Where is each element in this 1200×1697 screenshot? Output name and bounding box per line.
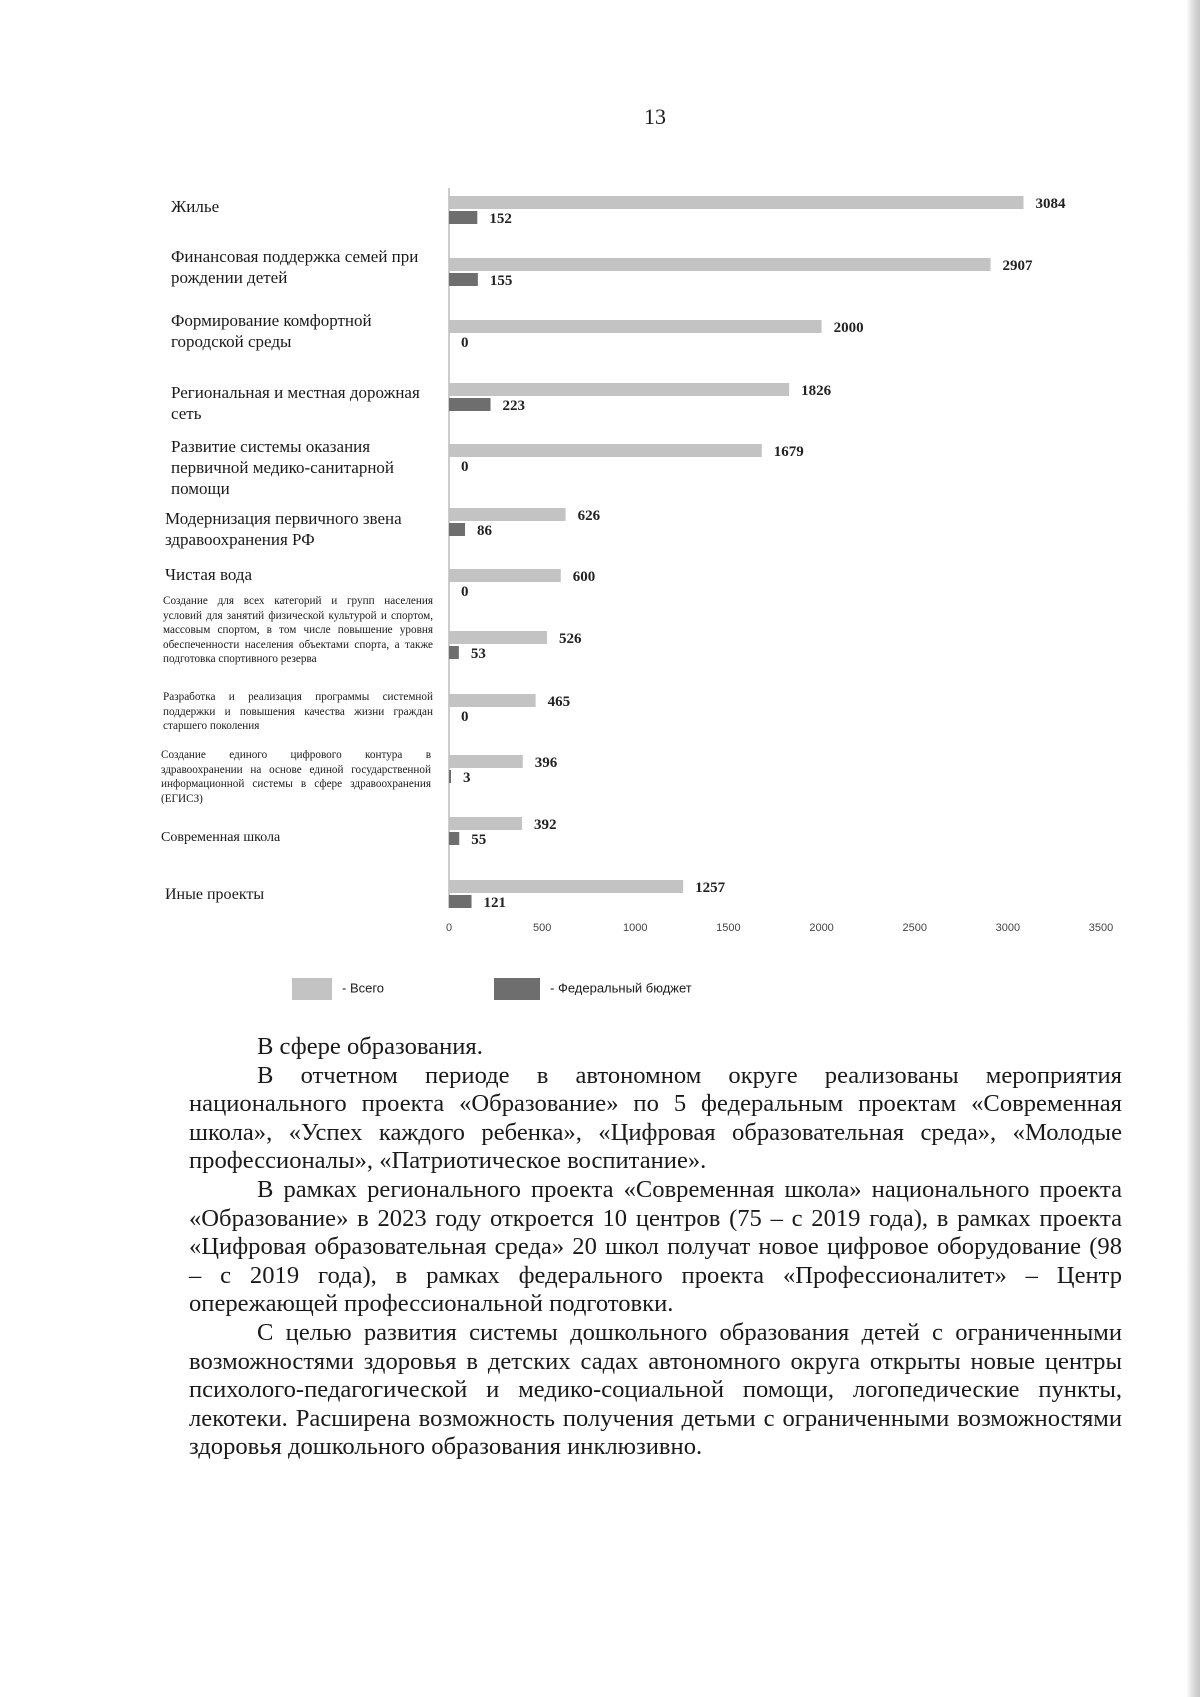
value-label-federal-5: 86 bbox=[477, 523, 493, 539]
bar-federal-0 bbox=[449, 211, 477, 224]
paragraph-1: В отчетном периоде в автономном округе реализованы мероприятия национального проекта «Образование» по 5 федеральным проектам «Современная школа», «Успех каждого ребенка», «Цифровая образовательная среда», «Молодые профессионалы», «Патриотическое воспитание». bbox=[189, 1061, 1122, 1175]
value-label-total-2: 2000 bbox=[833, 320, 864, 336]
value-label-federal-1: 155 bbox=[489, 273, 513, 289]
x-tick-label-1: 500 bbox=[532, 922, 552, 934]
paragraph-2: В рамках регионального проекта «Современная школа» национального проекта «Образование» в 2023 году откроется 10 центров (75 – с 2019 года), в рамках проекта «Цифровая образовательная среда» 20 школ получат новое цифровое оборудование (98 – с 2019 года), в рамках федерального проекта «Профессионалитет» – Центр опережающей профессиональной подготовки. bbox=[189, 1175, 1122, 1318]
value-labels-group bbox=[461, 196, 1066, 911]
bar-total-1 bbox=[449, 258, 991, 271]
bar-federal-10 bbox=[449, 832, 459, 845]
bar-total-2 bbox=[449, 320, 822, 333]
bar-total-4 bbox=[449, 444, 762, 457]
value-label-federal-3: 223 bbox=[502, 398, 526, 414]
paragraph-3: С целью развития системы дошкольного образования детей с ограниченными возможностями здоровья в детских садах автономного округа открыты новые центры психолого-педагогической и медико-социальной помощи, логопедические пункты, лекотеки. Расширена возможность получения детьми с ограниченными возможностями здоровья дошкольного образования инклюзивно. bbox=[189, 1318, 1122, 1461]
value-label-total-0: 3084 bbox=[1035, 196, 1066, 212]
legend-total bbox=[292, 978, 384, 1000]
value-label-federal-4: 0 bbox=[461, 459, 469, 475]
value-label-total-11: 1257 bbox=[695, 880, 726, 896]
value-label-federal-2: 0 bbox=[461, 335, 469, 351]
value-label-total-1: 2907 bbox=[1002, 258, 1033, 274]
bars-group bbox=[449, 196, 1024, 908]
bar-total-5 bbox=[449, 508, 566, 521]
value-label-total-7: 526 bbox=[558, 631, 582, 647]
section-heading: В сфере образования. bbox=[257, 1033, 483, 1060]
category-label-other-projects: Иные проекты bbox=[165, 886, 265, 903]
body-text bbox=[189, 1033, 1122, 1462]
category-label-older-generation: Разработка и реализация программы системной поддержки и повышения качества жизни граждан старшего поколения bbox=[163, 691, 433, 733]
value-label-federal-11: 121 bbox=[483, 895, 507, 911]
bar-total-0 bbox=[449, 196, 1024, 209]
value-label-federal-10: 55 bbox=[471, 832, 487, 848]
legend-federal-label: - Федеральный бюджет bbox=[550, 980, 692, 996]
value-label-total-3: 1826 bbox=[801, 383, 832, 399]
category-label-digital-health: Создание единого цифрового контура в здравоохранении на основе единой государственной информационной системы в сфере здравоохранения (ЕГИСЗ) bbox=[161, 749, 431, 804]
x-tick-label-3: 1500 bbox=[716, 922, 741, 934]
legend-federal bbox=[494, 978, 692, 1000]
category-label-urban-environment: Формирование комфортной городской среды bbox=[171, 311, 372, 351]
x-tick-label-6: 3000 bbox=[995, 922, 1021, 934]
category-label-healthcare-modernization: Модернизация первичного звена здравоохранения РФ bbox=[165, 509, 402, 549]
bar-federal-5 bbox=[449, 523, 465, 536]
x-tick-label-0: 0 bbox=[445, 922, 453, 934]
x-tick-label-4: 2000 bbox=[809, 922, 834, 934]
value-label-total-6: 600 bbox=[572, 569, 596, 585]
category-label-sport: Создание для всех категорий и групп населения условий для занятий физической культурой и спортом, массовым спортом, в том числе повышение уровня обеспеченности населения объектами спорта, а также подготовка спортивного резерва bbox=[163, 595, 433, 666]
category-label-family-support: Финансовая поддержка семей при рождении детей bbox=[171, 247, 419, 287]
bar-total-3 bbox=[449, 383, 789, 396]
bar-total-11 bbox=[449, 880, 683, 893]
x-tick-label-2: 1000 bbox=[623, 922, 648, 934]
value-label-total-4: 1679 bbox=[773, 444, 804, 460]
value-label-federal-8: 0 bbox=[461, 709, 469, 725]
value-label-federal-9: 3 bbox=[463, 770, 471, 786]
category-label-modern-school: Современная школа bbox=[161, 830, 281, 845]
bar-federal-3 bbox=[449, 398, 491, 411]
value-label-total-9: 396 bbox=[534, 755, 558, 771]
category-label-primary-care: Развитие системы оказания первичной медико-санитарной помощи bbox=[171, 437, 395, 498]
bar-total-9 bbox=[449, 755, 523, 768]
bar-federal-9 bbox=[449, 770, 451, 783]
legend-total-swatch bbox=[292, 978, 332, 1000]
legend-federal-swatch bbox=[494, 978, 540, 1000]
x-ticks-group bbox=[446, 922, 1113, 934]
value-label-federal-7: 53 bbox=[470, 646, 486, 662]
value-label-total-5: 626 bbox=[577, 508, 601, 524]
category-label-road-network: Региональная и местная дорожная сеть bbox=[171, 383, 420, 423]
bar-federal-1 bbox=[449, 273, 478, 286]
bar-total-6 bbox=[449, 569, 561, 582]
page-number: 13 bbox=[644, 104, 666, 129]
value-label-total-10: 392 bbox=[534, 817, 557, 833]
bar-total-10 bbox=[449, 817, 522, 830]
x-tick-label-5: 2500 bbox=[902, 922, 927, 934]
bar-total-8 bbox=[449, 694, 536, 707]
category-label-housing: Жилье bbox=[171, 197, 220, 216]
value-label-total-8: 465 bbox=[547, 694, 571, 710]
bar-total-7 bbox=[449, 631, 547, 644]
bar-federal-7 bbox=[449, 646, 459, 659]
legend-total-label: - Всего bbox=[342, 980, 385, 996]
value-label-federal-6: 0 bbox=[461, 584, 469, 600]
value-label-federal-0: 152 bbox=[489, 211, 512, 227]
bar-federal-11 bbox=[449, 895, 472, 908]
x-tick-label-7: 3500 bbox=[1088, 922, 1114, 934]
category-label-clean-water: Чистая вода bbox=[165, 565, 253, 584]
